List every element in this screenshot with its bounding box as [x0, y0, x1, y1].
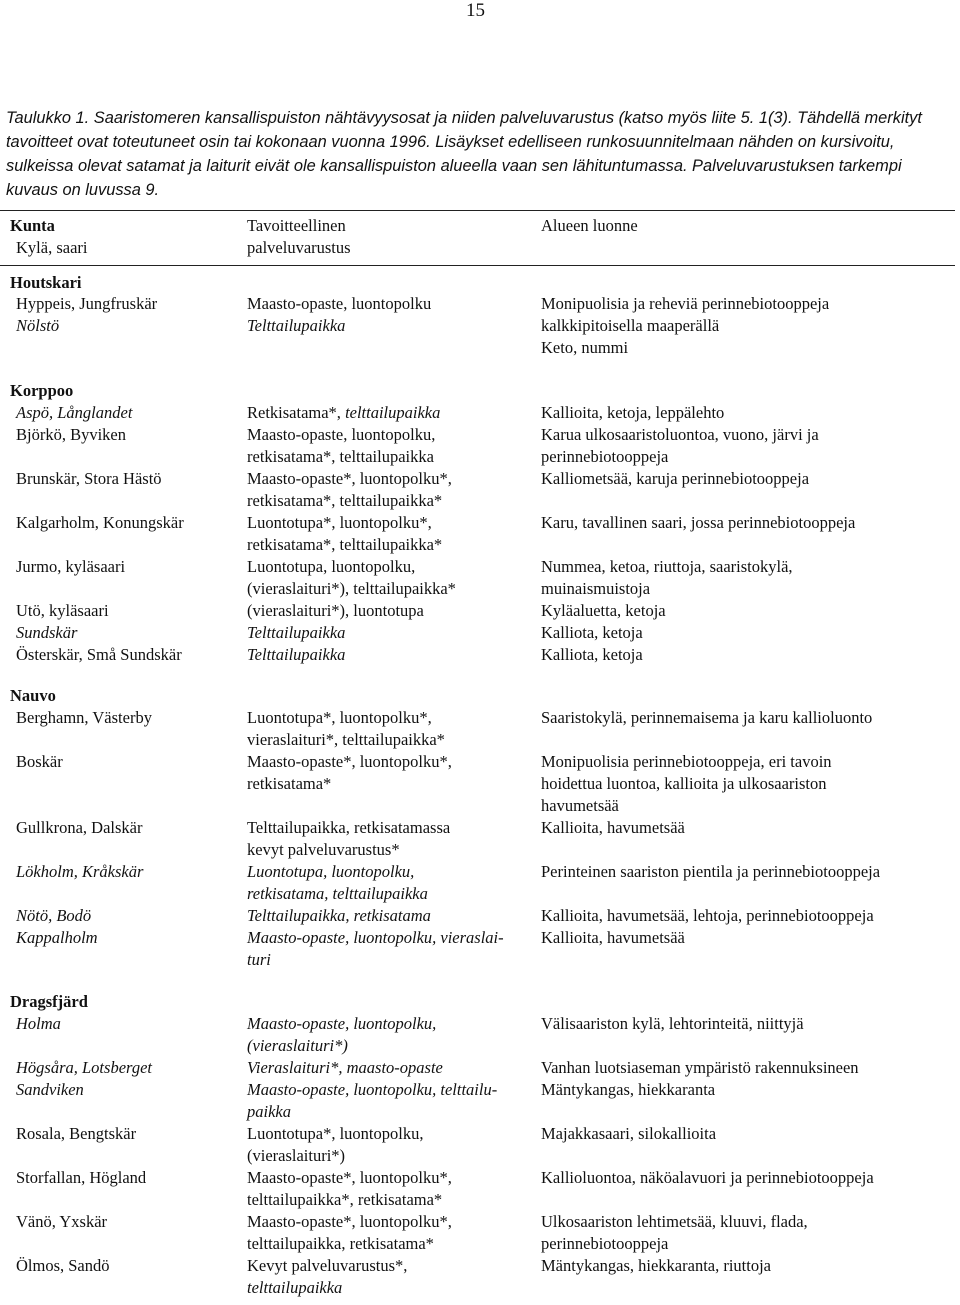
cell-location: Aspö, Långlandet [16, 403, 133, 422]
table-caption: Taulukko 1. Saaristomeren kansallispuiston nähtävyysosat ja niiden palveluvarustus (katso myös liite 5. 1(3). Tähdellä merkityt tavoitteet ovat toteutuneet osin tai kokonaan vuonna 1996. Lisäykset edelliseen runkosuunnitelmaan nähden on kursivoitu, sulkeissa olevat satamat ja laiturit eivät ole kansallispuiston alueella vaan sen lähituntumassa. Palveluvarustuksen tarkempi kuvaus on luvussa 9. [6, 109, 922, 199]
cell-character: Kalliota, ketoja [541, 623, 643, 642]
table-row [0, 751, 960, 773]
table-row [0, 556, 960, 578]
cell-services: Telttailupaikka [247, 623, 346, 642]
cell-character: perinnebiotooppeja [541, 447, 669, 466]
table-row [0, 1123, 960, 1145]
cell-services: (vieraslaituri*) [247, 1036, 348, 1055]
header-bottom-rule [0, 265, 955, 266]
cell-services: Luontotupa*, luontopolku*, [247, 513, 432, 532]
cell-character: Monipuolisia perinnebiotooppeja, eri tavoin [541, 752, 832, 771]
cell-services: Luontotupa, luontopolku, [247, 862, 415, 881]
cell-services: (vieraslaituri*), telttailupaikka* [247, 579, 456, 598]
table-row [0, 1013, 960, 1035]
table-row [0, 512, 960, 534]
cell-services: kevyt palveluvarustus* [247, 840, 400, 859]
table-row [0, 707, 960, 729]
cell-services: telttailupaikka [247, 1278, 343, 1297]
section-dragsfjard: Dragsfjärd [10, 992, 88, 1011]
cell-character: Välisaariston kylä, lehtorinteitä, niittyjä [541, 1014, 804, 1033]
cell-location: Högsåra, Lotsberget [16, 1058, 152, 1077]
cell-location: Ölmos, Sandö [16, 1256, 110, 1275]
cell-location: Nötö, Bodö [16, 906, 92, 925]
cell-character: Kallioluontoa, näköalavuori ja perinnebiotooppeja [541, 1168, 874, 1187]
cell-character: Perinteinen saariston pientila ja perinnebiotooppeja [541, 862, 881, 881]
cell-character: Kyläaluetta, ketoja [541, 601, 666, 620]
cell-character: Nummea, ketoa, riuttoja, saaristokylä, [541, 557, 793, 576]
cell-services: Maasto-opaste*, luontopolku*, [247, 469, 452, 488]
cell-character: Karua ulkosaaristoluontoa, vuono, järvi ja [541, 425, 819, 444]
cell-services: Telttailupaikka, retkisatama [247, 906, 431, 925]
header-tavoite-line1: Tavoitteellinen [247, 216, 346, 235]
cell-character: hoidettua luontoa, kallioita ja ulkosaariston [541, 774, 827, 793]
cell-location: Lökholm, Kråkskär [16, 862, 144, 881]
table-row [0, 905, 960, 927]
cell-services: (vieraslaituri*) [247, 1146, 346, 1165]
cell-services: Retkisatama*, telttailupaikka [247, 403, 441, 422]
table-row [0, 644, 960, 666]
cell-services: Vieraslaituri*, maasto-opaste [247, 1058, 443, 1077]
table-row [0, 839, 960, 861]
table-row [0, 1167, 960, 1189]
cell-services: retkisatama* [247, 774, 332, 793]
cell-services: Maasto-opaste, luontopolku, vieraslai- [247, 928, 504, 947]
table-row [0, 446, 960, 468]
cell-location: Björkö, Byviken [16, 425, 126, 444]
cell-character: perinnebiotooppeja [541, 1234, 669, 1253]
table-row [0, 795, 960, 817]
cell-character: Mäntykangas, hiekkaranta, riuttoja [541, 1256, 772, 1275]
cell-services: paikka [247, 1102, 291, 1121]
table-row [0, 490, 960, 512]
cell-character: Kallioita, havumetsää, lehtoja, perinnebiotooppeja [541, 906, 874, 925]
cell-character: muinaismuistoja [541, 579, 651, 598]
cell-character: Kalliometsää, karuja perinnebiotooppeja [541, 469, 810, 488]
cell-services: Maasto-opaste, luontopolku, telttailu- [247, 1080, 498, 1099]
cell-location: Berghamn, Västerby [16, 708, 152, 727]
table-row [0, 1233, 960, 1255]
page-number: 15 [466, 0, 485, 21]
cell-character: Kallioita, ketoja, leppälehto [541, 403, 725, 422]
cell-character: havumetsää [541, 796, 619, 815]
cell-services: Maasto-opaste, luontopolku, [247, 425, 436, 444]
cell-character: Keto, nummi [541, 338, 629, 357]
cell-location: Vänö, Yxskär [16, 1212, 108, 1231]
table-row [0, 817, 960, 839]
cell-services: Maasto-opaste*, luontopolku*, [247, 1212, 452, 1231]
cell-location: Rosala, Bengtskär [16, 1124, 137, 1143]
section-nauvo: Nauvo [10, 686, 56, 705]
table-row [0, 578, 960, 600]
table-row [0, 315, 960, 337]
cell-location: Gullkrona, Dalskär [16, 818, 143, 837]
cell-services: Telttailupaikka [247, 316, 346, 335]
cell-services: Maasto-opaste*, luontopolku*, [247, 752, 452, 771]
cell-location: Hyppeis, Jungfruskär [16, 294, 158, 313]
header-kyla: Kylä, saari [16, 238, 88, 257]
cell-location: Utö, kyläsaari [16, 601, 109, 620]
table-row [0, 729, 960, 751]
table-row [0, 534, 960, 556]
table-row [0, 1277, 960, 1299]
cell-services: turi [247, 950, 271, 969]
table-row [0, 1101, 960, 1123]
cell-services: retkisatama*, telttailupaikka* [247, 491, 443, 510]
table-row [0, 402, 960, 424]
table-row [0, 293, 960, 315]
cell-location: Nölstö [16, 316, 60, 335]
cell-location: Österskär, Små Sundskär [16, 645, 182, 664]
cell-character: Kallioita, havumetsää [541, 928, 685, 947]
cell-character: Kalliota, ketoja [541, 645, 643, 664]
cell-location: Kappalholm [16, 928, 98, 947]
cell-character: Kallioita, havumetsää [541, 818, 685, 837]
table-row [0, 927, 960, 949]
cell-character: kalkkipitoisella maaperällä [541, 316, 720, 335]
table-row [0, 949, 960, 971]
cell-character: Vanhan luotsiaseman ympäristö rakennuksineen [541, 1058, 859, 1077]
cell-services: retkisatama, telttailupaikka [247, 884, 428, 903]
cell-character: Monipuolisia ja reheviä perinnebiotooppeja [541, 294, 830, 313]
cell-character: Karu, tavallinen saari, jossa perinnebiotooppeja [541, 513, 856, 532]
cell-services: Maasto-opaste, luontopolku [247, 294, 432, 313]
table-top-rule [0, 210, 955, 211]
header-tavoite-line2: palveluvarustus [247, 238, 351, 257]
table-row [0, 861, 960, 883]
table-row [0, 1035, 960, 1057]
cell-services: retkisatama*, telttailupaikka [247, 447, 434, 466]
cell-services: retkisatama*, telttailupaikka* [247, 535, 443, 554]
table-row [0, 883, 960, 905]
table-row [0, 1189, 960, 1211]
table-row [0, 1145, 960, 1167]
cell-location: Sandviken [16, 1080, 84, 1099]
table-row [0, 468, 960, 490]
table-row [0, 1211, 960, 1233]
section-houtskari: Houtskari [10, 273, 82, 292]
cell-location: Storfallan, Högland [16, 1168, 147, 1187]
cell-services: Maasto-opaste, luontopolku, [247, 1014, 437, 1033]
cell-location: Holma [16, 1014, 61, 1033]
cell-location: Brunskär, Stora Hästö [16, 469, 162, 488]
table-row [0, 337, 960, 359]
cell-services: telttailupaikka*, retkisatama* [247, 1190, 443, 1209]
cell-location: Kalgarholm, Konungskär [16, 513, 184, 532]
cell-services: Luontotupa*, luontopolku*, [247, 708, 432, 727]
cell-services: Telttailupaikka [247, 645, 346, 664]
cell-character: Majakkasaari, silokallioita [541, 1124, 717, 1143]
cell-services: (vieraslaituri*), luontotupa [247, 601, 424, 620]
header-luonne: Alueen luonne [541, 216, 638, 235]
cell-services: telttailupaikka, retkisatama* [247, 1234, 434, 1253]
cell-services: vieraslaituri*, telttailupaikka* [247, 730, 445, 749]
cell-services: Luontotupa*, luontopolku, [247, 1124, 424, 1143]
section-korppoo: Korppoo [10, 381, 74, 400]
table-row [0, 773, 960, 795]
cell-services: Luontotupa, luontopolku, [247, 557, 416, 576]
table-row [0, 622, 960, 644]
table-row [0, 1255, 960, 1277]
table-row [0, 1057, 960, 1079]
table-row [0, 424, 960, 446]
table-row [0, 600, 960, 622]
table-row [0, 1079, 960, 1101]
cell-location: Sundskär [16, 623, 78, 642]
cell-character: Ulkosaariston lehtimetsää, kluuvi, flada, [541, 1212, 808, 1231]
cell-location: Boskär [16, 752, 63, 771]
cell-character: Saaristokylä, perinnemaisema ja karu kallioluonto [541, 708, 873, 727]
cell-character: Mäntykangas, hiekkaranta [541, 1080, 716, 1099]
cell-services: Telttailupaikka, retkisatamassa [247, 818, 451, 837]
header-kunta: Kunta [10, 216, 55, 235]
cell-services: Kevyt palveluvarustus*, [247, 1256, 408, 1275]
cell-location: Jurmo, kyläsaari [16, 557, 126, 576]
cell-services: Maasto-opaste*, luontopolku*, [247, 1168, 452, 1187]
